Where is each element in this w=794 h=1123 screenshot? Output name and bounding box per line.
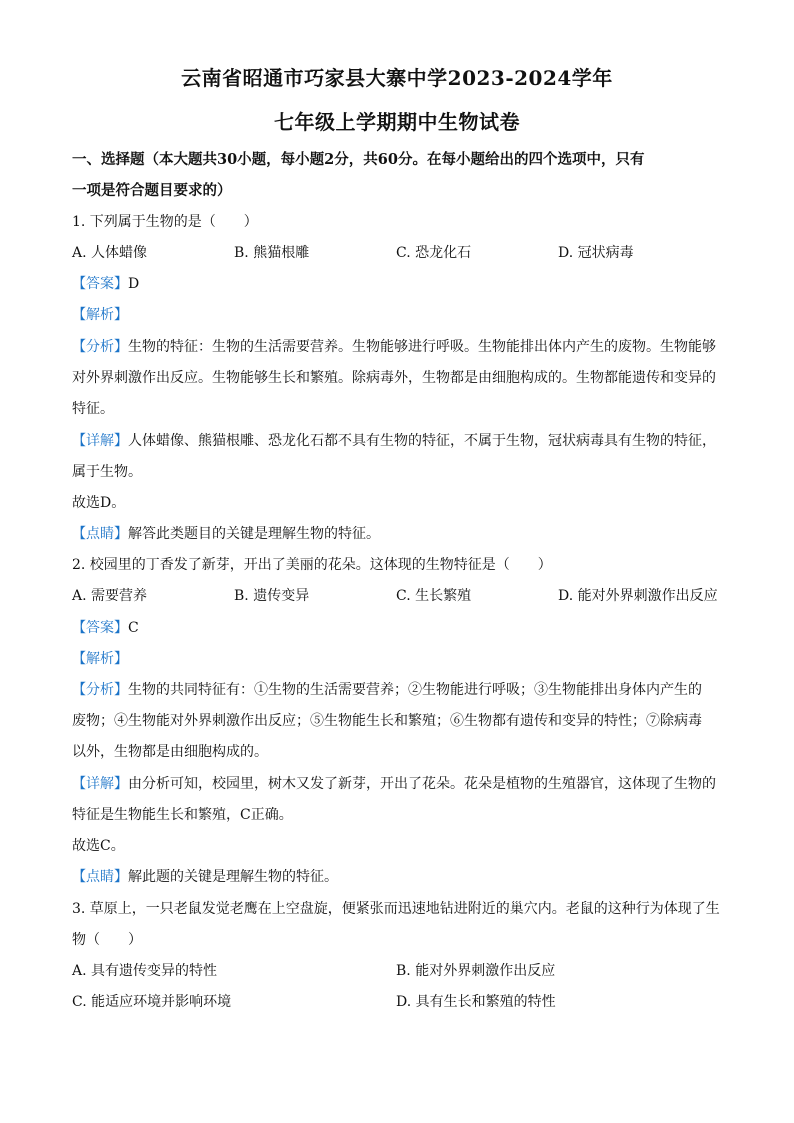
q3-option-c: C. 能适应环境并影响环境 xyxy=(72,994,232,1010)
exam-title-line2: 七年级上学期期中生物试卷 xyxy=(274,110,520,134)
fenxi-tag: 【分析】 xyxy=(72,339,128,355)
q2-fenxi-line3: 以外，生物都是由细胞构成的。 xyxy=(72,744,268,760)
q2-fenxi-text: 生物的共同特征有：①生物的生活需要营养；②生物能进行呼吸；③生物能排出身体内产生的 xyxy=(128,682,702,698)
q2-stem: 2. 校园里的丁香发了新芽，开出了美丽的花朵。这体现的生物特征是（ ） xyxy=(72,557,552,573)
q2-dianjing-text: 解此题的关键是理解生物的特征。 xyxy=(128,869,338,885)
q1-dianjing-text: 解答此类题目的关键是理解生物的特征。 xyxy=(128,526,380,542)
fenxi-tag: 【分析】 xyxy=(72,682,128,698)
answer-tag: 【答案】 xyxy=(72,620,128,636)
q2-option-c: C. 生长繁殖 xyxy=(396,588,472,604)
q2-fenxi-line1 xyxy=(72,680,732,700)
dianjing-tag: 【点睛】 xyxy=(72,869,128,885)
q2-option-d: D. 能对外界刺激作出反应 xyxy=(558,588,718,604)
q2-analysis-tag: 【解析】 xyxy=(72,651,128,667)
q1-conclusion: 故选D。 xyxy=(72,495,126,511)
q3-option-d: D. 具有生长和繁殖的特性 xyxy=(396,994,556,1010)
q2-answer xyxy=(72,618,732,638)
q2-option-a: A. 需要营养 xyxy=(72,588,148,604)
section-heading: 一、选择题（本大题共30小题，每小题2分，共60分。在每小题给出的四个选项中，只有 xyxy=(72,151,645,168)
q2-xiangjie-line1 xyxy=(72,774,732,794)
q2-option-b: B. 遗传变异 xyxy=(234,588,310,604)
q1-fenxi-line1 xyxy=(72,337,732,357)
q2-fenxi-line2: 废物；④生物能对外界刺激作出反应；⑤生物能生长和繁殖；⑥生物都有遗传和变异的特性；⑦除病毒 xyxy=(72,713,702,729)
q3-stem-line1: 3. 草原上，一只老鼠发觉老鹰在上空盘旋，便紧张而迅速地钻进附近的巢穴内。老鼠的这种行为体现了生 xyxy=(72,901,720,917)
answer-tag: 【答案】 xyxy=(72,276,128,292)
exam-title-line1: 云南省昭通市巧家县大寨中学2023-2024学年 xyxy=(181,66,613,90)
q1-answer xyxy=(72,274,732,294)
q1-option-b: B. 熊猫根雕 xyxy=(234,245,310,261)
q2-dianjing xyxy=(72,867,732,887)
q1-xiangjie-line2: 属于生物。 xyxy=(72,464,142,480)
q2-xiangjie-text: 由分析可知，校园里，树木又发了新芽，开出了花朵。花朵是植物的生殖器官，这体现了生物的 xyxy=(128,776,716,792)
section-heading-cont: 一项是符合题目要求的） xyxy=(72,182,232,199)
q1-option-c: C. 恐龙化石 xyxy=(396,245,472,261)
q1-fenxi-text: 生物的特征：生物的生活需要营养。生物能够进行呼吸。生物能排出体内产生的废物。生物能够 xyxy=(128,339,716,355)
q1-stem: 1. 下列属于生物的是（ ） xyxy=(72,214,258,230)
q2-answer-value: C xyxy=(128,620,139,636)
q1-option-a: A. 人体蜡像 xyxy=(72,245,148,261)
q3-option-a: A. 具有遗传变异的特性 xyxy=(72,963,218,979)
q1-option-d: D. 冠状病毒 xyxy=(558,245,634,261)
q2-conclusion: 故选C。 xyxy=(72,838,125,854)
q2-xiangjie-line2: 特征是生物能生长和繁殖，C正确。 xyxy=(72,807,293,823)
xiangjie-tag: 【详解】 xyxy=(72,433,128,449)
q3-option-b: B. 能对外界刺激作出反应 xyxy=(396,963,556,979)
q1-analysis-tag: 【解析】 xyxy=(72,307,128,323)
q1-xiangjie-text: 人体蜡像、熊猫根雕、恐龙化石都不具有生物的特征，不属于生物，冠状病毒具有生物的特征， xyxy=(128,433,716,449)
q1-fenxi-line2: 对外界刺激作出反应。生物能够生长和繁殖。除病毒外，生物都是由细胞构成的。生物都能遗传和变异的 xyxy=(72,370,716,386)
q1-fenxi-line3: 特征。 xyxy=(72,401,114,417)
xiangjie-tag: 【详解】 xyxy=(72,776,128,792)
q1-dianjing xyxy=(72,524,732,544)
dianjing-tag: 【点睛】 xyxy=(72,526,128,542)
q1-xiangjie-line1 xyxy=(72,431,732,451)
q1-answer-value: D xyxy=(128,276,140,292)
q3-stem-line2: 物（ ） xyxy=(72,932,142,948)
